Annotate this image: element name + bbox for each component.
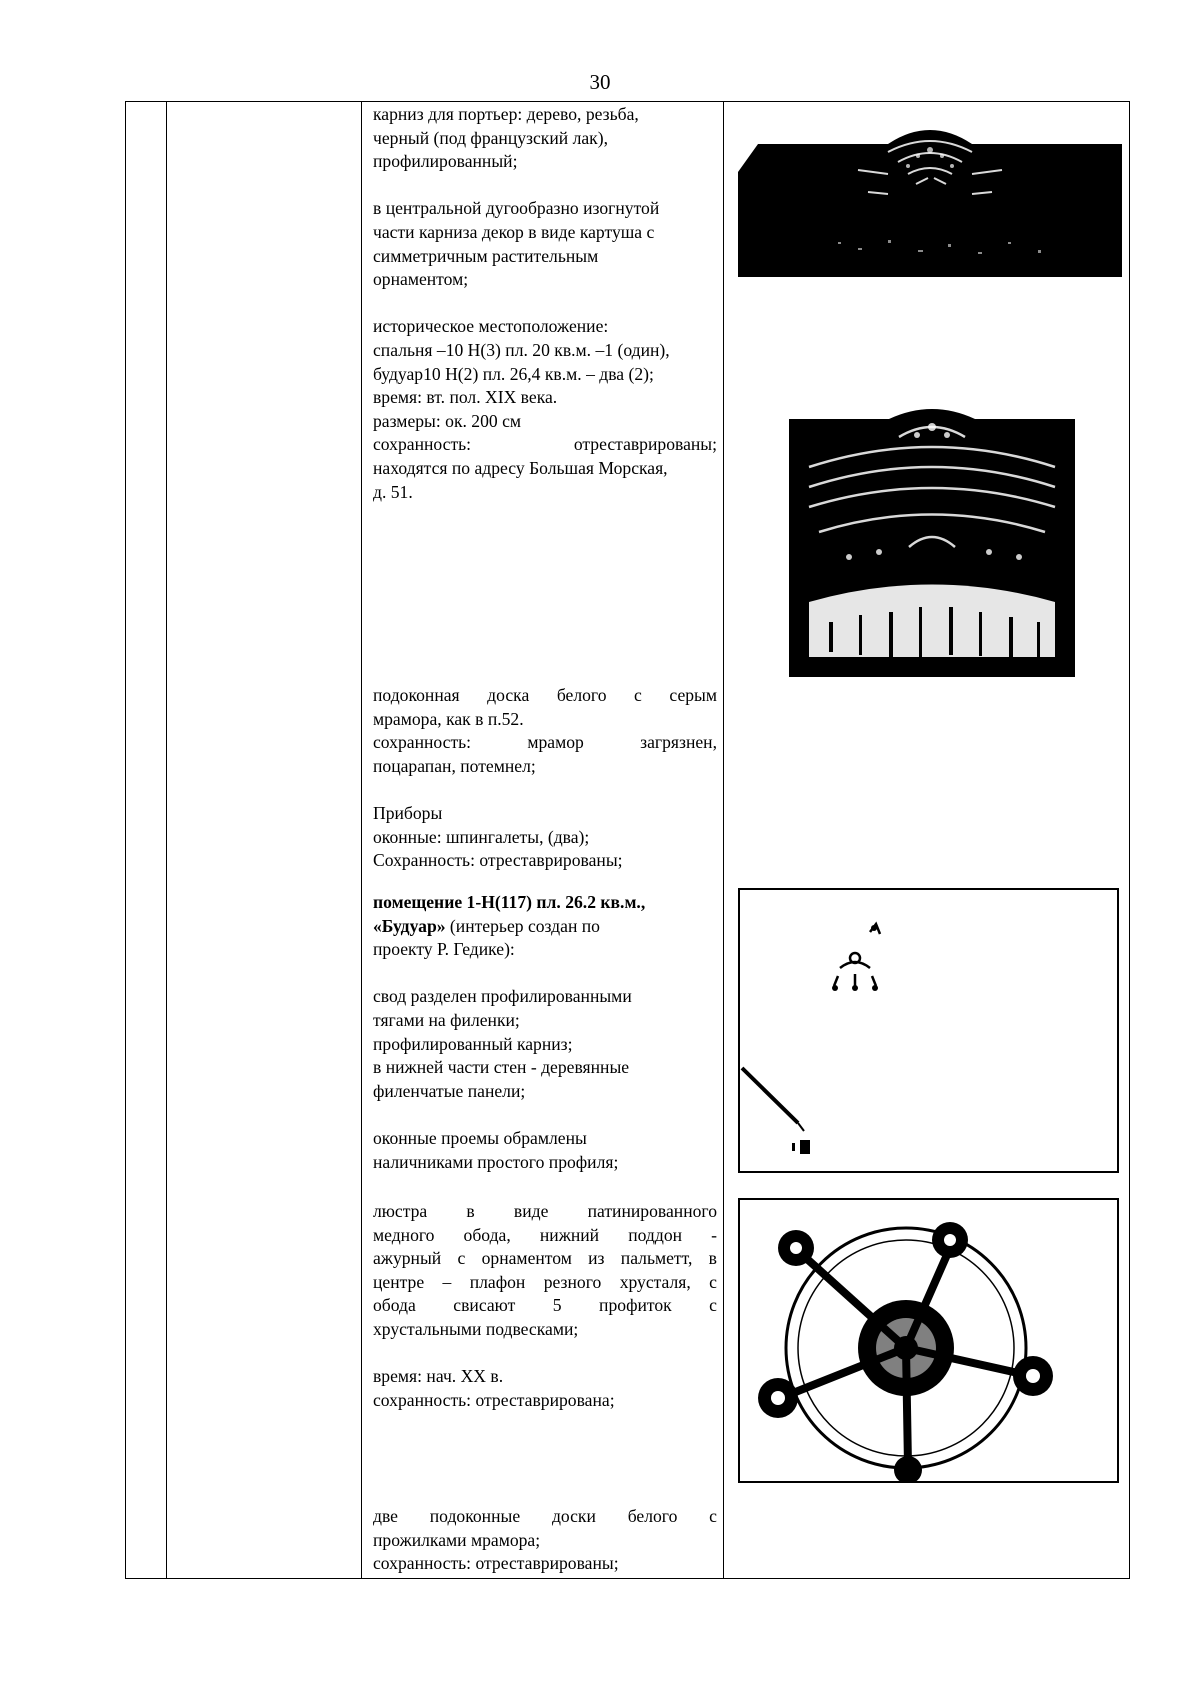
text-line: две подоконные доски белого с: [373, 1506, 717, 1526]
text-line: д. 51.: [373, 481, 413, 502]
column-divider: [166, 102, 167, 1578]
text-line: хрустальными подвесками;: [373, 1318, 579, 1339]
description-column: [373, 103, 717, 1574]
text-line: [373, 731, 717, 755]
text-line: историческое местоположение:: [373, 316, 609, 337]
text-line: черный (под французский лак),: [373, 127, 608, 148]
text-line: медного обода, нижний поддон -: [373, 1224, 717, 1245]
text-line: находятся по адресу Большая Морская,: [373, 457, 668, 478]
text-line: проекту Р. Гедике):: [373, 939, 515, 960]
text-line: части карниза декор в виде картуша с: [373, 221, 655, 242]
text-line: люстра в виде патинированного: [373, 1201, 717, 1221]
text-line: Приборы: [373, 802, 443, 823]
text-line: оконные проемы обрамлены: [373, 1127, 587, 1148]
text-line: подоконная доска белого с серым: [373, 685, 717, 705]
text-line: симметричным растительным: [373, 245, 599, 266]
text-fragment: (интерьер создан по: [445, 915, 600, 936]
text-fragment: сохранность:: [373, 434, 472, 455]
two-sills-description: [373, 1505, 717, 1576]
text-line: прожилками мрамора;: [373, 1529, 541, 1550]
text-line: филенчатые панели;: [373, 1080, 526, 1101]
room-title: помещение 1-Н(117) пл. 26.2 кв.м.,: [373, 892, 646, 912]
text-line: время: вт. пол. XIX века.: [373, 387, 558, 408]
text-line: профилированный;: [373, 151, 518, 172]
text-line: в центральной дугообразно изогнутой: [373, 198, 660, 219]
text-line: свод разделен профилированными: [373, 986, 632, 1007]
room-photo: [738, 888, 1119, 1173]
text-line: сохранность: отреставрированы;: [373, 1553, 619, 1574]
room-description: [373, 891, 717, 1174]
text-fragment: сохранность:: [373, 732, 472, 753]
text-line: в нижней части стен - деревянные: [373, 1057, 630, 1078]
text-line: Сохранность: отреставрированы;: [373, 850, 623, 871]
text-line: будуар10 Н(2) пл. 26,4 кв.м. – два (2);: [373, 363, 654, 384]
text-line: мрамора, как в п.52.: [373, 708, 524, 729]
room-name: «Будуар»: [373, 915, 446, 936]
text-line: сохранность: отреставрирована;: [373, 1389, 615, 1410]
text-line: наличниками простого профиля;: [373, 1151, 619, 1172]
text-line: спальня –10 Н(3) пл. 20 кв.м. –1 (один),: [373, 339, 670, 360]
text-line: центре – плафон резного хрусталя, с: [373, 1271, 717, 1292]
cornice-description: [373, 103, 717, 504]
text-line: карниз для портьер: дерево, резьба,: [373, 104, 639, 124]
text-line: профилированный карниз;: [373, 1033, 573, 1054]
text-line: время: нач. XX в.: [373, 1366, 504, 1387]
column-divider: [361, 102, 362, 1578]
cornice-detail-photo: [789, 407, 1075, 677]
text-line: ажурный с орнаментом из пальметт, в: [373, 1248, 717, 1269]
text-line: [373, 433, 717, 457]
text-line: [373, 915, 717, 939]
text-line: оконные: шпингалеты, (два);: [373, 826, 590, 847]
text-line: поцарапан, потемнел;: [373, 755, 536, 776]
text-fragment: отреставрированы;: [573, 434, 717, 455]
column-divider: [723, 102, 724, 1578]
cornice-photo: [738, 122, 1122, 277]
text-fragment: загрязнен,: [640, 732, 717, 753]
sill-description: [373, 684, 717, 873]
text-line: тягами на филенки;: [373, 1009, 520, 1030]
text-line: орнаментом;: [373, 269, 469, 290]
chandelier-description: [373, 1200, 717, 1412]
page-number: 30: [589, 70, 611, 94]
text-line: обода свисают 5 профиток с: [373, 1295, 717, 1316]
text-fragment: мрамор: [527, 732, 584, 753]
text-line: размеры: ок. 200 см: [373, 410, 522, 431]
chandelier-photo: [738, 1198, 1119, 1483]
